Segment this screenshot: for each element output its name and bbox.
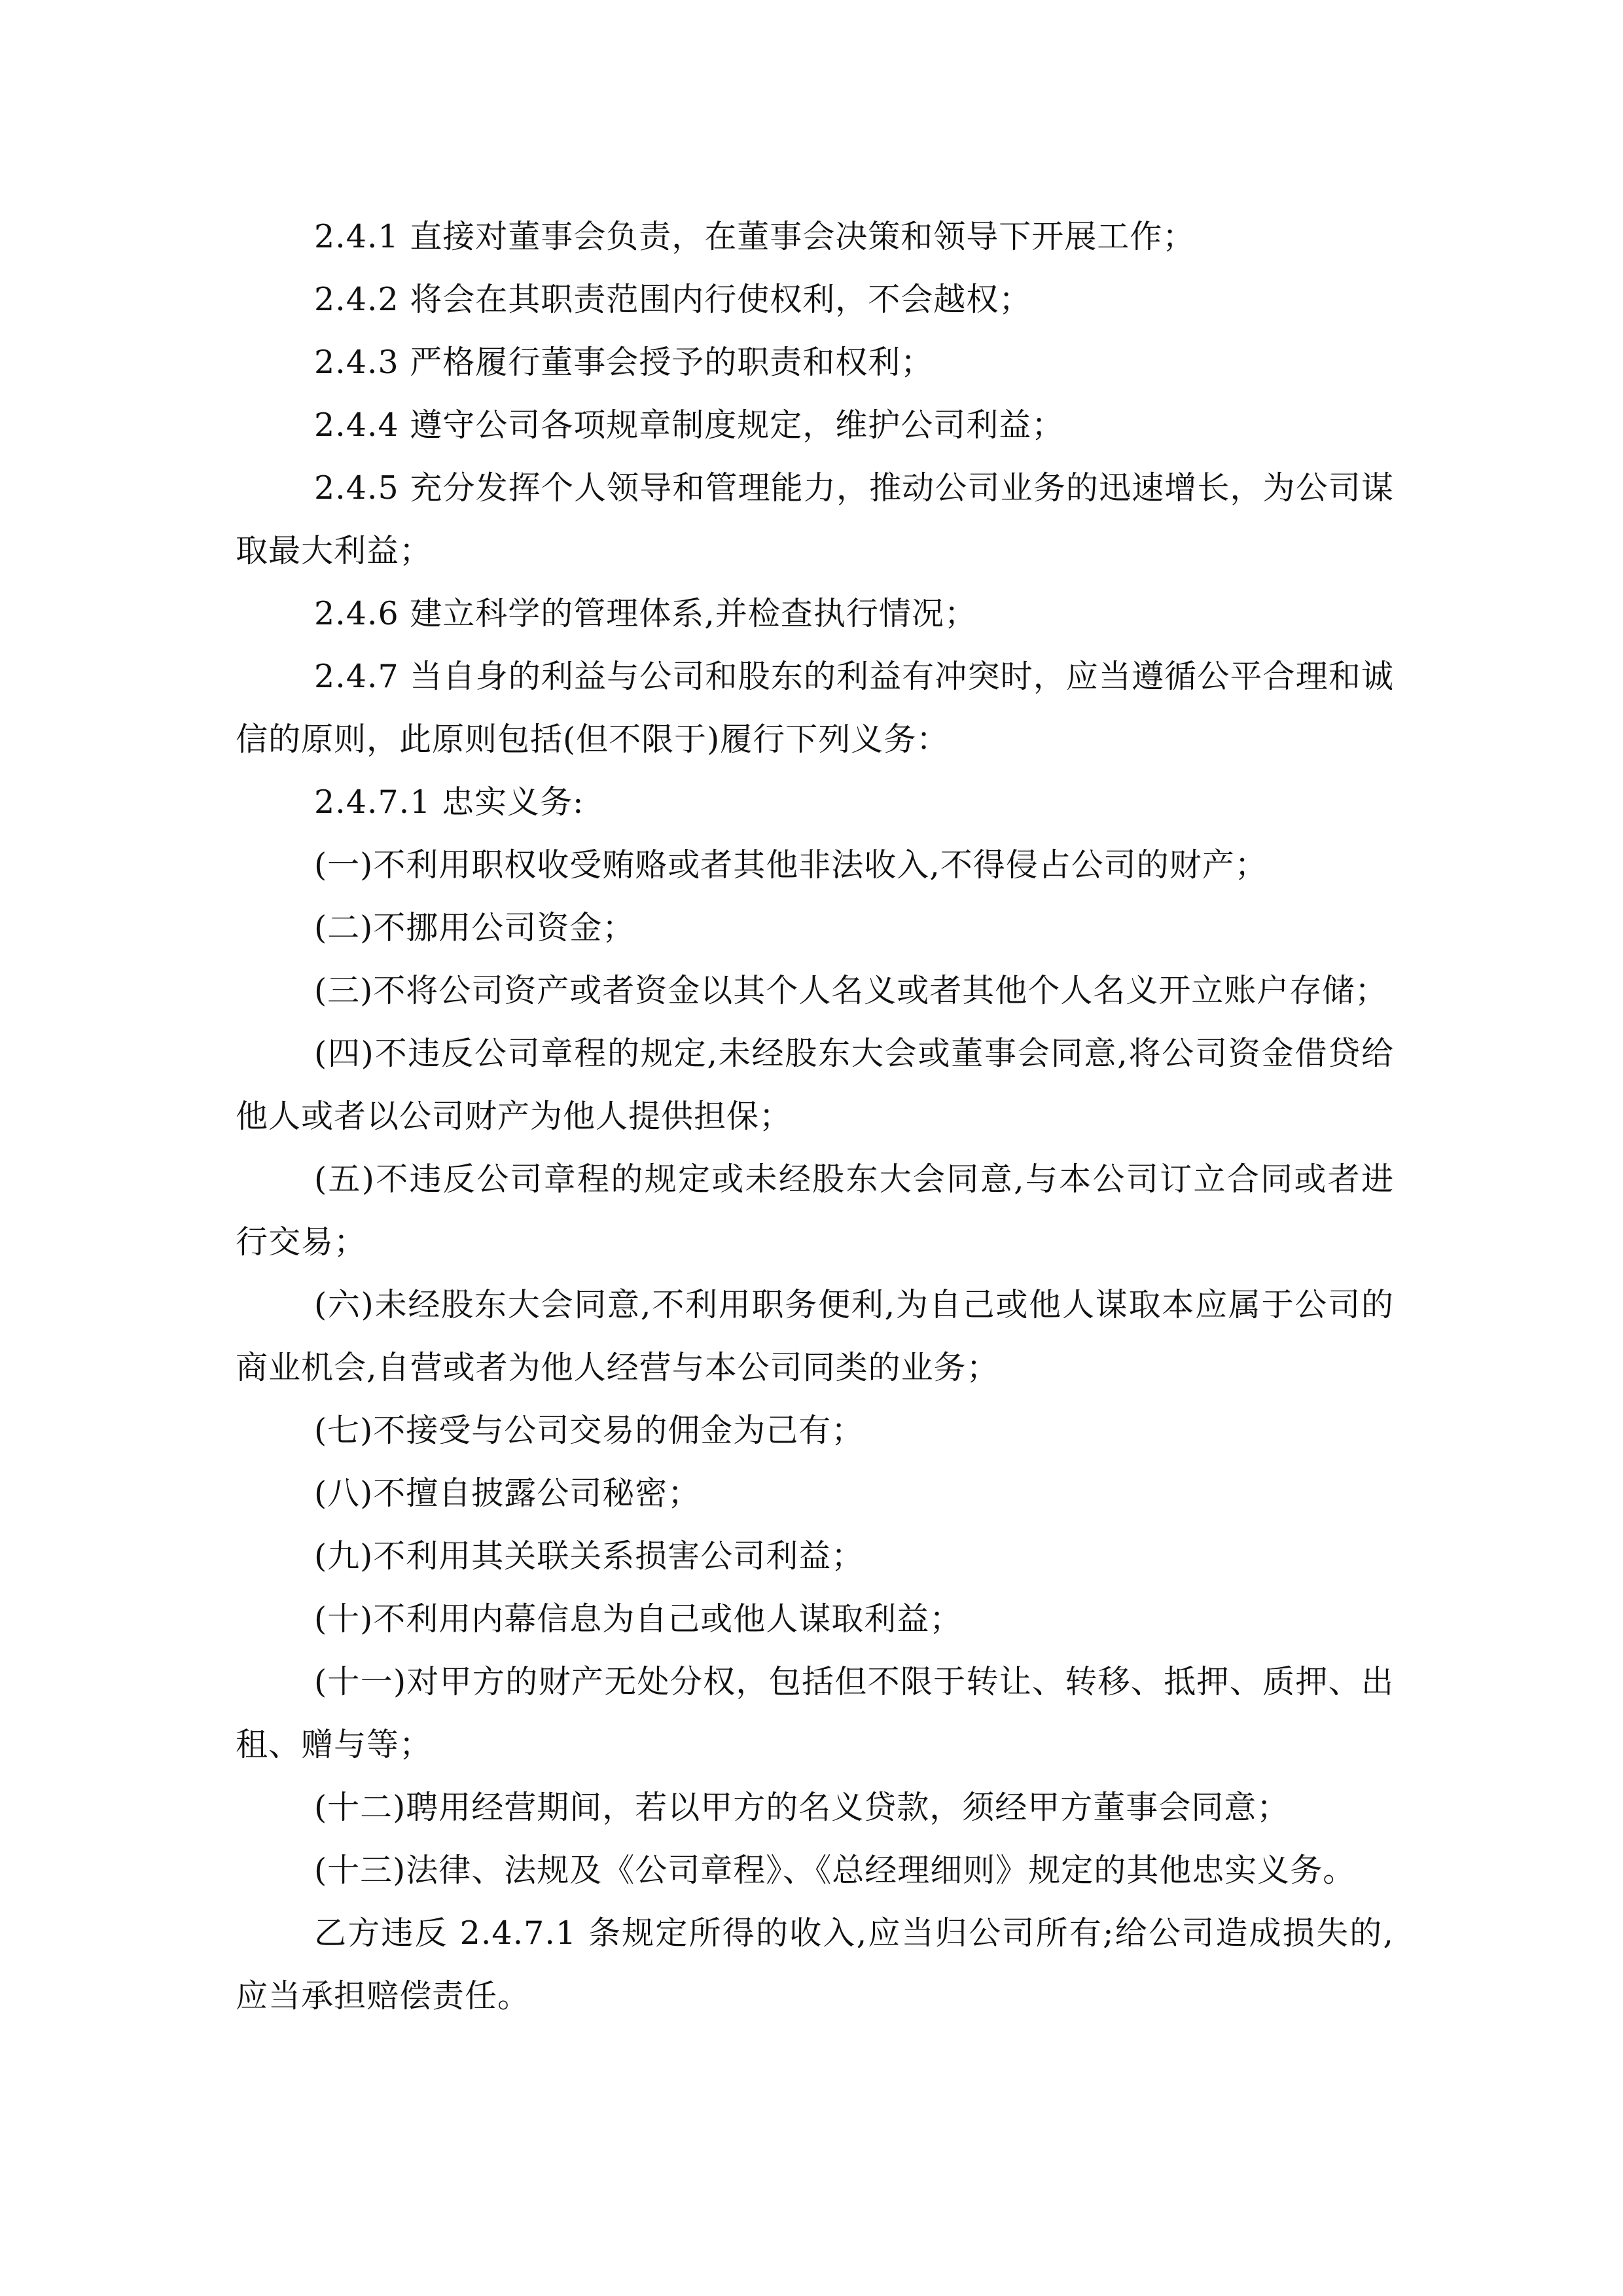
clause-2-4-5: 2.4.5 充分发挥个人领导和管理能力，推动公司业务的迅速增长，为公司谋取最大利益； [236,469,1394,569]
clause-2-4-6: 2.4.6 建立科学的管理体系,并检查执行情况； [314,595,977,632]
clause-2-4-4: 2.4.4 遵守公司各项规章制度规定，维护公司利益； [314,406,1065,444]
duty-item-13: (十三)法律、法规及《公司章程》、《总经理细则》规定的其他忠实义务。 [314,1852,1356,1889]
duty-item-12: (十二)聘用经营期间，若以甲方的名义贷款，须经甲方董事会同意； [314,1789,1290,1826]
duty-item-7: (七)不接受与公司交易的佣金为己有； [314,1412,865,1449]
liability-clause: 乙方违反 2.4.7.1 条规定所得的收入,应当归公司所有;给公司造成损失的,应当承担赔偿责任。 [236,1914,1394,2015]
duty-item-10: (十)不利用内幕信息为自己或他人谋取利益； [314,1600,963,1638]
clause-2-4-7: 2.4.7 当自身的利益与公司和股东的利益有冲突时，应当遵循公平合理和诚信的原则，此原则包括(但不限于)履行下列义务： [236,658,1394,758]
clause-2-4-3: 2.4.3 严格履行董事会授予的职责和权利； [314,344,934,381]
duty-item-11: (十一)对甲方的财产无处分权，包括但不限于转让、转移、抵押、质押、出租、赠与等； [236,1663,1394,1763]
duty-item-9: (九)不利用其关联关系损害公司利益； [314,1537,865,1575]
duty-item-6: (六)未经股东大会同意,不利用职务便利,为自己或他人谋取本应属于公司的商业机会,自营或者为他人经营与本公司同类的业务； [236,1286,1394,1386]
duty-item-8: (八)不擅自披露公司秘密； [314,1475,701,1512]
duty-item-5: (五)不违反公司章程的规定或未经股东大会同意,与本公司订立合同或者进行交易； [236,1160,1394,1261]
duty-item-1: (一)不利用职权收受贿赂或者其他非法收入,不得侵占公司的财产； [314,846,1268,884]
duty-item-3: (三)不将公司资产或者资金以其个人名义或者其他个人名义开立账户存储； [314,972,1388,1009]
clause-2-4-2: 2.4.2 将会在其职责范围内行使权利，不会越权； [314,281,1032,318]
duty-item-2: (二)不挪用公司资金； [314,909,635,946]
clause-2-4-7-1-heading: 2.4.7.1 忠实义务: [314,783,584,821]
document-body [236,206,1394,2028]
duty-item-4: (四)不违反公司章程的规定,未经股东大会或董事会同意,将公司资金借贷给他人或者以公司财产为他人提供担保； [236,1035,1394,1135]
clause-2-4-1: 2.4.1 直接对董事会负责，在董事会决策和领导下开展工作； [314,218,1196,255]
